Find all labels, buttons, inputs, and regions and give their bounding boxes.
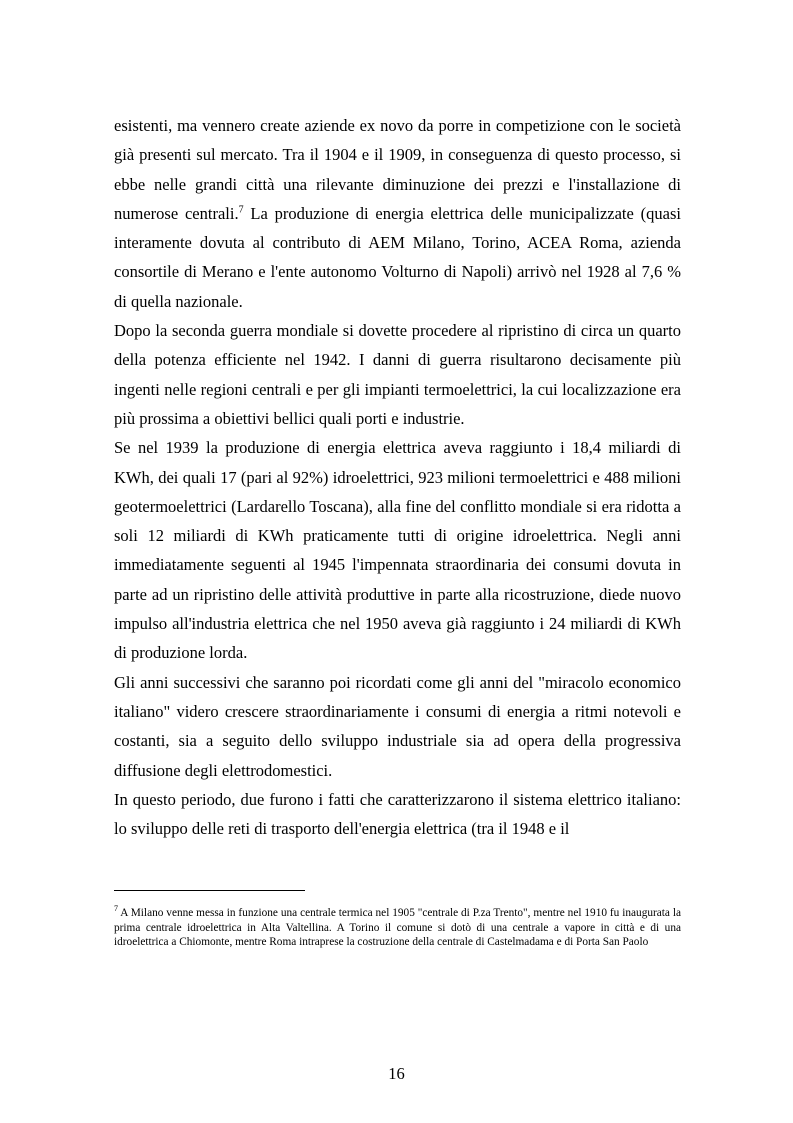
paragraph-4: Gli anni successivi che saranno poi ricordati come gli anni del "miracolo economico italiano" videro crescere straordinariamente i consumi di energia a ritmi notevoli e costanti, sia a seguito dello sviluppo industriale sia ad opera della progressiva diffusione degli elettrodomestici. (114, 672, 681, 780)
body-text (114, 111, 681, 843)
footnote-marker: 7 (114, 904, 118, 914)
footnote (114, 906, 681, 950)
page-number: 16 (388, 1064, 405, 1083)
paragraph-3: Se nel 1939 la produzione di energia elettrica aveva raggiunto i 18,4 miliardi di KWh, dei quali 17 (pari al 92%) idroelettrici, 923 milioni termoelettrici e 488 milioni geotermoelettrici (Lardarello Toscana), alla fine del conflitto mondiale si era ridotta a soli 12 miliardi di KWh praticamente tutti di origine idroelettrica. Negli anni immediatamente seguenti al 1945 l'impennata straordinaria dei consumi dovuta in parte ad un ripristino delle attività produttive in parte alla ricostruzione, diede nuovo impulso all'industria elettrica che nel 1950 aveva già raggiunto i 24 miliardi di KWh di produzione lorda. (114, 438, 681, 663)
paragraph-1-text-b: La produzione di energia elettrica delle municipalizzate (quasi interamente dovuta al contributo di AEM Milano, Torino, ACEA Roma, azienda consortile di Merano e l'ente autonomo Volturno di Napoli) arrivò nel 1928 al 7,6 % di quella nazionale. (114, 203, 681, 311)
paragraph-1-text-a: esistenti, ma vennero create aziende ex novo da porre in competizione con le società già presenti sul mercato. Tra il 1904 e il 1909, in conseguenza di questo processo, si ebbe nelle grandi città una rilevante diminuzione dei prezzi e l'installazione di numerose centrali. (114, 116, 681, 223)
footnote-text: A Milano venne messa in funzione una centrale termica nel 1905 "centrale di P.za Trento", mentre nel 1910 fu inaugurata la prima centrale idroelettrica in Alta Valtellina. A Torino il comune si dotò di una centrale a vapore in città e di una idroelettrica a Chiomonte, mentre Roma intraprese la costruzione della centrale di Castelmadama e di Porta San Paolo (114, 907, 681, 949)
footnote-reference[interactable]: 7 (238, 204, 244, 216)
paragraph-5: In questo periodo, due furono i fatti che caratterizzarono il sistema elettrico italiano: lo sviluppo delle reti di trasporto dell'energia elettrica (tra il 1948 e il (114, 789, 681, 839)
paragraph-2: Dopo la seconda guerra mondiale si dovette procedere al ripristino di circa un quarto della potenza efficiente nel 1942. I danni di guerra risultarono decisamente più ingenti nelle regioni centrali e per gli impianti termoelettrici, la cui localizzazione era più prossima a obiettivi bellici quali porti e industrie. (114, 321, 681, 428)
footnote-divider (114, 890, 305, 891)
paragraph-1 (114, 111, 681, 316)
